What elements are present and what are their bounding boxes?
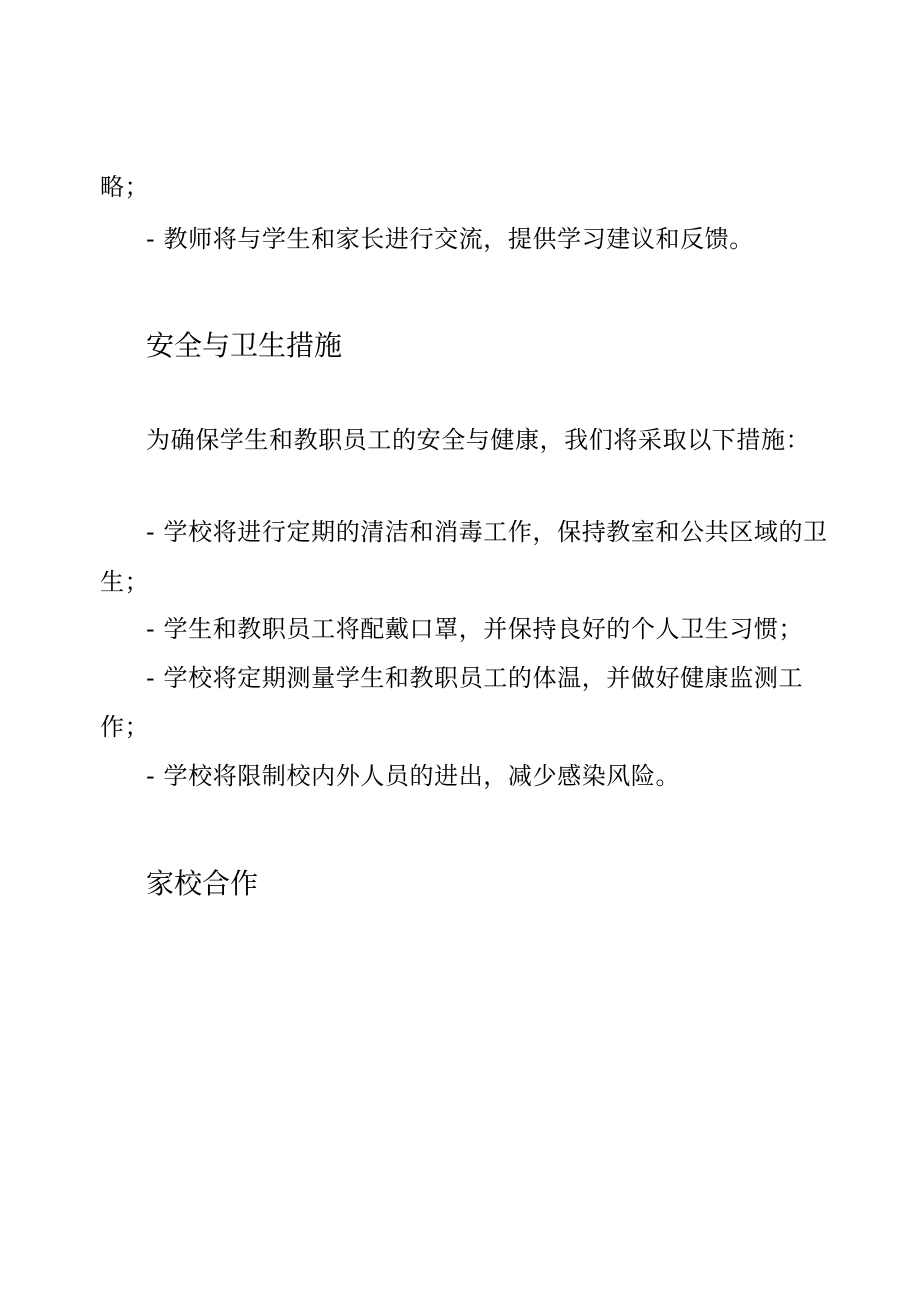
safety-intro-paragraph: 为确保学生和教职员工的安全与健康，我们将采取以下措施： bbox=[146, 426, 811, 454]
section-heading-cooperation: 家校合作 bbox=[146, 867, 259, 900]
safety-item-3-line-1: - 学校将定期测量学生和教职员工的体温，并做好健康监测工 bbox=[146, 664, 804, 692]
safety-item-1-line-2: 生； bbox=[100, 568, 150, 596]
safety-item-2: - 学生和教职员工将配戴口罩，并保持良好的个人卫生习惯； bbox=[146, 615, 804, 643]
safety-item-3-line-2: 作； bbox=[100, 713, 150, 741]
continuation-line-2: - 教师将与学生和家长进行交流，提供学习建议和反馈。 bbox=[146, 225, 754, 253]
safety-item-4: - 学校将限制校内外人员的进出，减少感染风险。 bbox=[146, 762, 681, 790]
safety-item-1-line-1: - 学校将进行定期的清洁和消毒工作，保持教室和公共区域的卫 bbox=[146, 518, 828, 546]
section-heading-safety: 安全与卫生措施 bbox=[146, 329, 343, 362]
continuation-line-1: 略； bbox=[100, 173, 150, 201]
